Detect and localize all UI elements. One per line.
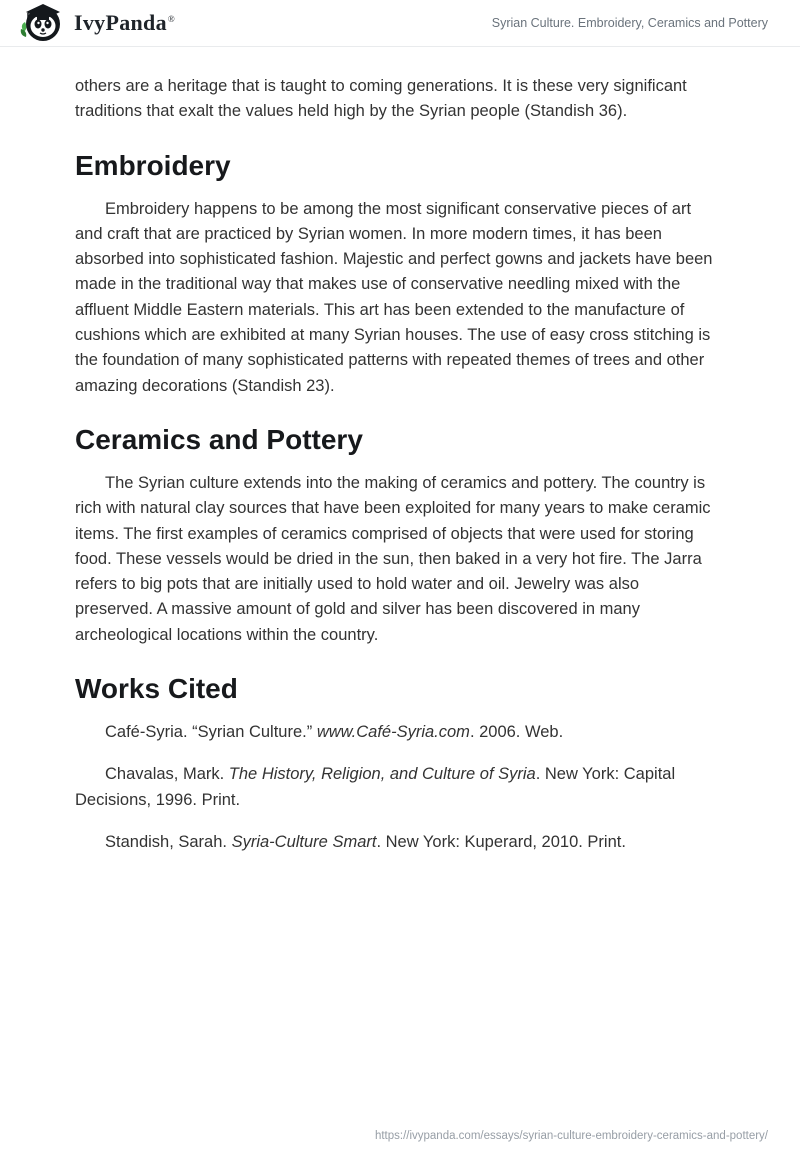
citation-source-italic: Syria-Culture Smart xyxy=(231,832,377,851)
section-paragraph-ceramics-and-pottery: The Syrian culture extends into the making of ceramics and pottery. The country is rich with natural clay sources that have been exploited for many years to make ceramic items. The first examples of ceramics comprised of objects that were used for storing food. These vessels would be dried in the sun, then baked in a very hot fire. The Jarra refers to big pots that are initially used to hold water and oil. Jewelry was also preserved. A massive amount of gold and silver has been discovered in many archeological locations within the country. xyxy=(75,473,711,644)
source-url: https://ivypanda.com/essays/syrian-culture-embroidery-ceramics-and-pottery/ xyxy=(374,1130,768,1142)
citation-text: Café-Syria. “Syrian Culture.” xyxy=(105,723,317,742)
citation-source-italic: The History, Religion, and Culture of Syria xyxy=(228,765,536,784)
citation-text: . 2006. Web. xyxy=(469,723,564,742)
section-paragraph-embroidery: Embroidery happens to be among the most significant conservative pieces of art and craft that are practiced by Syrian women. In more modern times, it has been absorbed into sophisticated fashion. Majestic and perfect gowns and jackets have been made in the traditional way that makes use of conservative needling mixed with the affluent Middle Eastern materials. This art has been extended to the manufacture of cushions which are exhibited at many Syrian houses. The use of easy cross stitching is the foundation of many sophisticated patterns with repeated themes of trees and other amazing decorations (Standish 23). xyxy=(75,199,713,395)
ivypanda-logo-link[interactable] xyxy=(18,0,175,49)
citation-standish xyxy=(75,830,720,855)
citation-text: Chavalas, Mark. xyxy=(105,765,229,784)
citation-text: Standish, Sarah. xyxy=(105,832,232,851)
citation-text: . New York: Capital Decisions, 1996. Print. xyxy=(75,765,676,809)
ivypanda-panda-logo-icon xyxy=(18,0,64,49)
page-header xyxy=(0,0,800,47)
citation-cafe-syria xyxy=(75,720,720,745)
document-title: Syrian Culture. Embroidery, Ceramics and Pottery xyxy=(491,16,768,30)
section-heading-works-cited: Works Cited xyxy=(75,673,238,705)
registered-trademark: ® xyxy=(167,13,176,24)
brand-name: IvyPanda® xyxy=(74,10,176,35)
citation-text: . New York: Kuperard, 2010. Print. xyxy=(376,832,626,851)
article-body xyxy=(0,47,800,855)
citation-chavalas xyxy=(75,762,720,813)
section-heading-embroidery: Embroidery xyxy=(75,149,231,181)
section-heading-ceramics-and-pottery: Ceramics and Pottery xyxy=(75,423,363,455)
citation-source-italic: www.Café-Syria.com xyxy=(316,723,470,742)
intro-paragraph: others are a heritage that is taught to coming generations. It is these very significant traditions that exalt the values held high by the Syrian people (Standish 36). xyxy=(75,77,687,121)
